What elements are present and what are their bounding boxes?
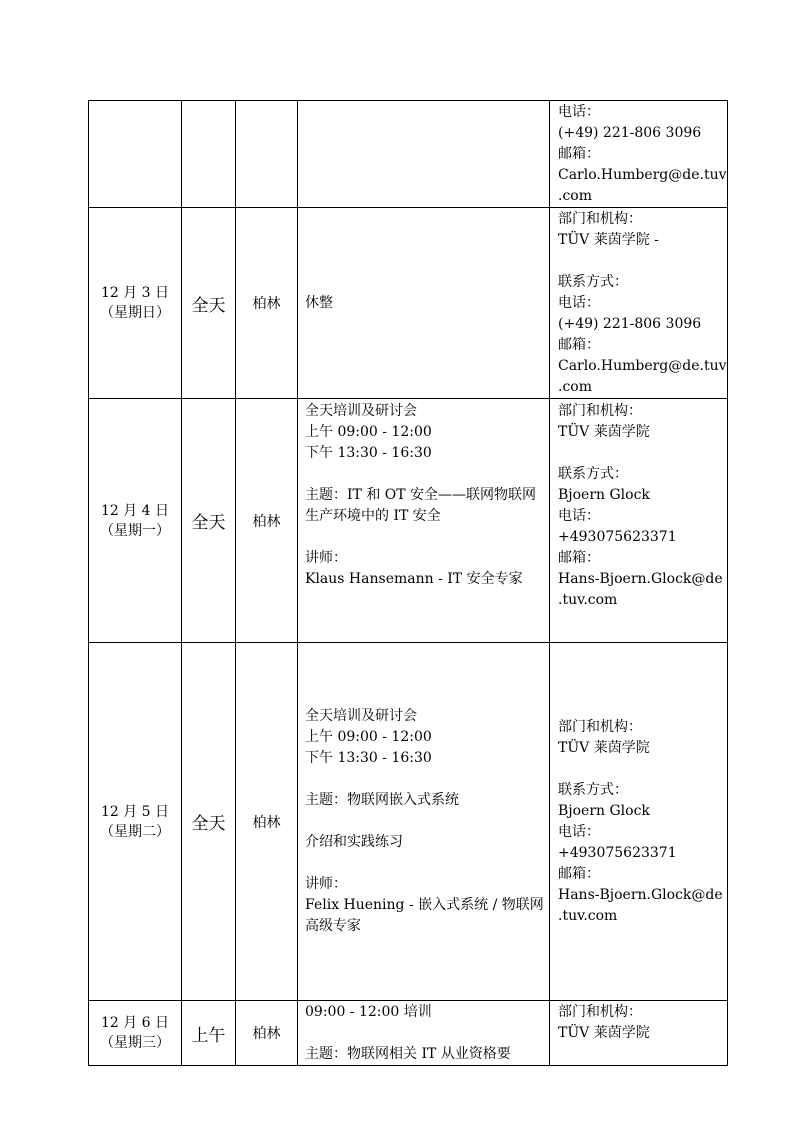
date-cell [89, 208, 182, 399]
table-row [89, 643, 728, 1001]
city-cell: 柏林 [236, 643, 298, 1001]
period-cell: 全天 [182, 208, 236, 399]
weekday-text: （星期三） [100, 1035, 170, 1051]
activity-cell: 09:00 - 12:00 培训 主题：物联网相关 IT 从业资格要 [298, 1001, 550, 1066]
date-text: 12 月 6 日 [100, 1015, 170, 1031]
contact-cell: 电话： (+49) 221-806 3096 邮箱： Carlo.Humberg@de.tuv .com [550, 101, 728, 208]
table-row [89, 101, 728, 208]
date-cell [89, 643, 182, 1001]
city-cell [236, 101, 298, 208]
activity-cell: 全天培训及研讨会 上午 09:00 - 12:00 下午 13:30 - 16:30 主题：物联网嵌入式系统 介绍和实践练习 讲师： Felix Huening - 嵌入式系统 / 物联网高级专家 [298, 643, 550, 1001]
period-cell: 上午 [182, 1001, 236, 1066]
table-row [89, 399, 728, 643]
contact-cell: 部门和机构： TÜV 莱茵学院 [550, 1001, 728, 1066]
activity-cell: 休整 [298, 208, 550, 399]
contact-cell: 部门和机构： TÜV 莱茵学院 联系方式： Bjoern Glock 电话： +493075623371 邮箱： Hans-Bjoern.Glock@de .tuv.com [550, 399, 728, 643]
date-text: 12 月 3 日 [100, 285, 170, 301]
activity-cell [298, 101, 550, 208]
period-cell [182, 101, 236, 208]
contact-cell: 部门和机构： TÜV 莱茵学院 联系方式： Bjoern Glock 电话： +493075623371 邮箱： Hans-Bjoern.Glock@de .tuv.com [550, 643, 728, 1001]
city-cell: 柏林 [236, 1001, 298, 1066]
date-cell [89, 1001, 182, 1066]
date-text: 12 月 5 日 [100, 803, 170, 820]
period-cell: 全天 [182, 399, 236, 643]
weekday-text: （星期二） [100, 823, 170, 840]
city-cell: 柏林 [236, 208, 298, 399]
date-cell [89, 399, 182, 643]
table-row [89, 208, 728, 399]
date-text: 12 月 4 日 [100, 502, 170, 519]
table-row [89, 1001, 728, 1066]
weekday-text: （星期日） [100, 305, 170, 321]
contact-cell: 部门和机构： TÜV 莱茵学院 - 联系方式： 电话： (+49) 221-806 3096 邮箱： Carlo.Humberg@de.tuv .com [550, 208, 728, 399]
schedule-table [88, 100, 728, 1066]
activity-cell: 全天培训及研讨会 上午 09:00 - 12:00 下午 13:30 - 16:30 主题：IT 和 OT 安全——联网物联网生产环境中的 IT 安全 讲师： Klaus Hansemann - IT 安全专家 [298, 399, 550, 643]
city-cell: 柏林 [236, 399, 298, 643]
date-cell [89, 101, 182, 208]
weekday-text: （星期一） [100, 522, 170, 539]
period-cell: 全天 [182, 643, 236, 1001]
